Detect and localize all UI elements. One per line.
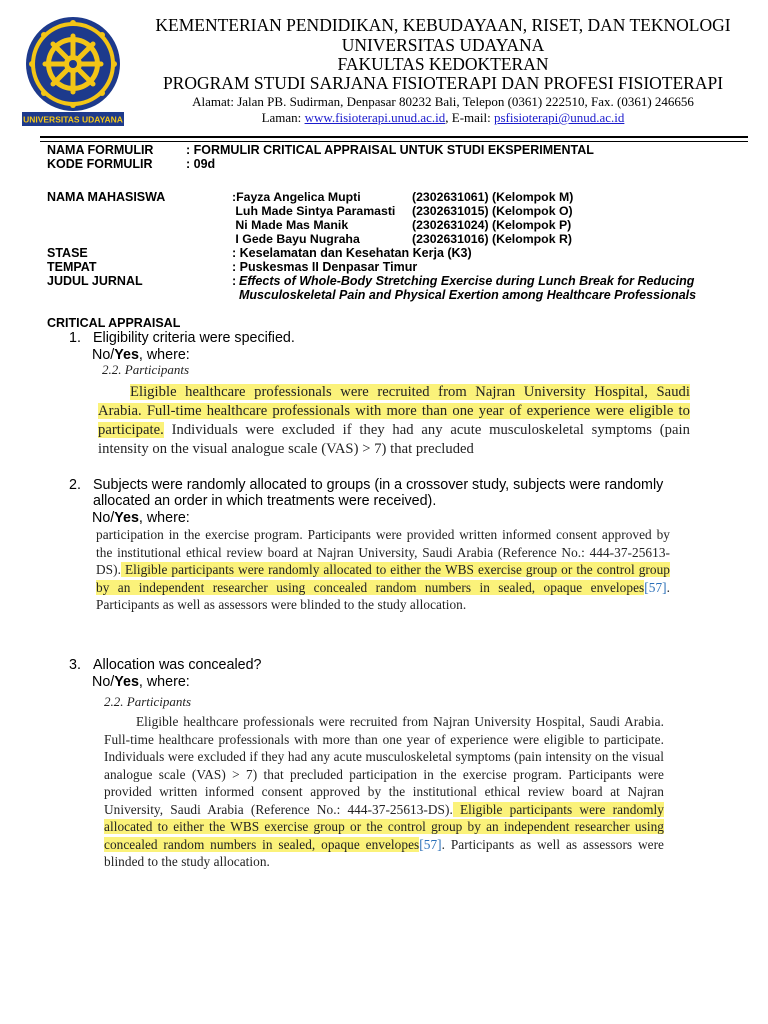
student-id: (2302631061) (Kelompok M) [412,190,574,204]
item-text: Eligibility criteria were specified. [93,330,295,346]
answer-no: No/ [92,674,115,690]
student-row [232,190,632,204]
stase-value: : Keselamatan dan Kesehatan Kerja (K3) [232,246,472,260]
excerpt-paragraph [98,383,690,459]
answer-where: , where: [138,510,190,526]
student-name: Luh Made Sintya Paramasti [232,204,396,218]
header-rule-thin [40,141,748,142]
answer-3 [92,674,190,690]
excerpt-text: Eligible healthcare professionals were recruited from Najran University Hospital, Saudi Arabia. Full-time healthcare professionals with more than one year of experience were eligible to participate. Individuals were excluded if they had any acute musculoskeletal symptoms (pain intensity on the visual analogue scale (VAS) > 7) that precluded participation in the exercise program. Participants were provided written informed consent approved by the institutional ethical review board at Najran University, Saudi Arabia (Reference No.: 444-37-25613-DS). [104,714,664,817]
judul-line-2: Musculoskeletal Pain and Physical Exertion among Healthcare Professionals [239,288,697,302]
answer-where: , where: [138,674,190,690]
logo-text: UNIVERSITAS UDAYANA [23,114,123,125]
appraisal-item-3 [69,657,749,673]
student-row [232,204,632,218]
excerpt-text: . Participants as well as assessors were blinded to the study allocation. [104,836,664,869]
ministry-line: KEMENTERIAN PENDIDIKAN, KEBUDAYAAN, RISET, DAN TEKNOLOGI [155,15,731,35]
nama-mahasiswa-label: NAMA MAHASISWA [47,190,166,204]
appraisal-item-1 [69,330,749,346]
kode-formulir-value: : 09d [186,157,216,171]
critical-appraisal-title: CRITICAL APPRAISAL [47,316,181,330]
excerpt-highlight: Eligible participants were randomly allocated to either the WBS exercise group or the control group by an independent researcher using concealed random numbers in sealed, opaque envelopes [96,562,670,595]
answer-yes: Yes [114,674,139,690]
excerpt-text: . Participants as well as assessors were blinded to the study allocation. [96,579,670,612]
contact-line [118,110,768,125]
answer-no: No/ [92,347,115,363]
judul-label: JUDUL JURNAL [47,274,143,288]
program-line: PROGRAM STUDI SARJANA FISIOTERAPI DAN PROFESI FISIOTERAPI [162,73,724,93]
excerpt-heading: 2.2. Participants [104,694,192,709]
nama-formulir-label: NAMA FORMULIR [47,143,154,157]
excerpt-text: participation in the exercise program. Participants were provided written informed consent approved by the institutional ethical review board at Najran University, Saudi Arabia (Reference No.: 444-37-25613-DS). [96,527,670,577]
student-id: (2302631016) (Kelompok R) [412,232,572,246]
address-line: Alamat: Jalan PB. Sudirman, Denpasar 80232 Bali, Telepon (0361) 222510, Fax. (0361) 246656 [192,94,694,109]
answer-yes: Yes [114,347,139,363]
excerpt-highlight: Eligible participants were randomly allocated to either the WBS exercise group or the control group by an independent researcher using concealed random numbers in sealed, opaque envelopes [104,801,664,852]
excerpt-text: Individuals were excluded if they had any acute musculoskeletal symptoms (pain intensity on the visual analogue scale (VAS) > 7) that precluded [98,422,690,457]
kode-formulir-label: KODE FORMULIR [47,157,153,171]
item-number: 2. [69,477,81,493]
citation-link[interactable]: [57] [644,579,667,595]
answer-2 [92,510,190,526]
student-row [232,218,632,232]
item-number: 1. [69,330,81,346]
student-row [232,232,632,246]
student-name: I Gede Bayu Nugraha [232,232,360,246]
laman-label: Laman: [261,110,305,125]
excerpt-heading: 2.2. Participants [102,362,190,377]
header-rule [40,136,748,138]
citation-link[interactable]: [57] [419,836,442,852]
answer-where: , where: [138,347,190,363]
excerpt-3 [104,694,664,871]
nama-formulir-value: : FORMULIR CRITICAL APPRAISAL UNTUK STUDI EKSPERIMENTAL [186,143,594,157]
student-name: Ni Made Mas Manik [232,218,349,232]
appraisal-item-2 [69,477,749,511]
judul-colon: : [232,274,237,288]
item-number: 3. [69,657,81,673]
website-link[interactable]: www.fisioterapi.unud.ac.id [304,110,446,125]
item-text: Subjects were randomly allocated to groups (in a crossover study, subjects were randomly allocated an order in which treatments were received). [93,477,664,509]
answer-yes: Yes [114,510,139,526]
stase-label: STASE [47,246,88,260]
judul-line-1: Effects of Whole-Body Stretching Exercise during Lunch Break for Reducing [239,274,695,288]
excerpt-paragraph [96,526,670,614]
item-text: Allocation was concealed? [93,657,262,673]
email-link[interactable]: psfisioterapi@unud.ac.id [494,110,625,125]
excerpt-paragraph [104,713,664,871]
student-list [232,190,632,246]
excerpt-2 [96,526,670,614]
tempat-value: : Puskesmas II Denpasar Timur [232,260,418,274]
excerpt-highlight: Eligible healthcare professionals were recruited from Najran University Hospital, Saudi Arabia. Full-time healthcare professionals with more than one year of experience were eligible to participate. [98,384,690,438]
excerpt-1 [98,362,690,459]
university-logo [20,14,126,126]
university-line: UNIVERSITAS UDAYANA [341,35,545,55]
email-label: , E-mail: [445,110,494,125]
faculty-line: FAKULTAS KEDOKTERAN [337,54,549,74]
answer-no: No/ [92,510,115,526]
student-name: :Fayza Angelica Mupti [232,190,361,204]
answer-1 [92,347,190,363]
student-id: (2302631024) (Kelompok P) [412,218,572,232]
tempat-label: TEMPAT [47,260,97,274]
student-id: (2302631015) (Kelompok O) [412,204,573,218]
